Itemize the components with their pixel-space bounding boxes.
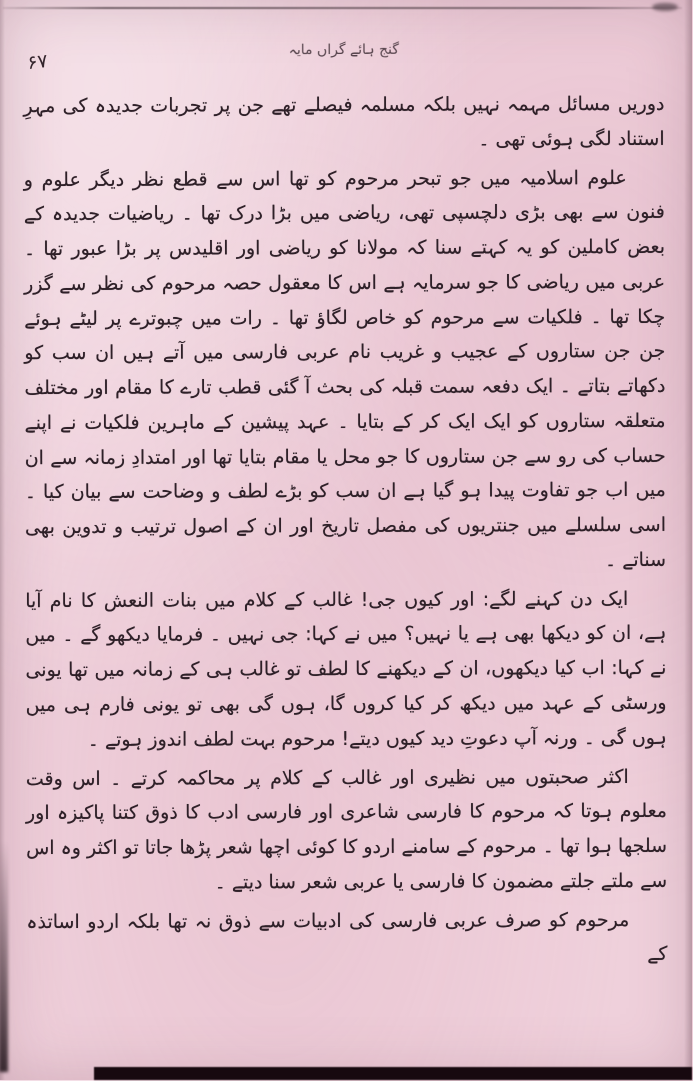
paragraph: مرحوم کو صرف عربی فارسی کی ادبیات سے ذوق نہ تھا بلکہ اردو اساتذہ کے	[27, 908, 669, 966]
paragraph: علوم اسلامیہ میں جو تبحر مرحوم کو تھا اس سے قطع نظر دیگر علوم و فنون سے بھی بڑی دلچسپی تھی، ریاضی میں بڑا درک تھا ۔ ریاضیات جدیدہ کے بعض کاملین کو یہ کہتے سنا کہ مولانا کو ریاضی اور اقلیدس پر بڑا عبور تھا ۔ عربی میں ریاضی کا جو سرمایہ ہے اس کا معقول حصہ مرحوم کی نظر سے گزر چکا تھا ۔ فلکیات سے مرحوم کو خاص لگاؤ تھا ۔ رات میں چبوترے پر لیٹے ہوئے جن جن ستاروں کے عجیب و غریب نام عربی فارسی میں آتے ہیں ان سب کو دکھاتے بتاتے ۔ ایک دفعہ سمت قبلہ کی بحث آ گئی قطب تارے کا مقام اور مختلف متعلقہ ستاروں کو ایک ایک کر کے بتایا ۔ عہد پیشین کے ماہرین فلکیات نے اپنے حساب کی رو سے جن ستاروں کا جو محل یا مقام بتایا تھا اور امتدادِ زمانہ سے ان میں اب جو تفاوت پیدا ہو گیا ہے ان سب کو بڑے لطف و وضاحت سے بیان کیا ۔ اسی سلسلے میں جنتریوں کی مفصل تاریخ اور ان کے اصول ترتیب و تدوین بھی سناتے ۔	[24, 166, 668, 572]
body-text	[24, 87, 668, 974]
page-number: ۶۷	[27, 50, 50, 75]
paragraph: ایک دن کہنے لگے: اور کیوں جی! غالب کے کلام میں بنات النعش کا نام آیا ہے، ان کو دیکھا بھی ہے یا نہیں؟ میں نے کہا: جی نہیں ۔ فرمایا دیکھو گے ۔ میں نے کہا: اب کیا دیکھوں، ان کے دیکھنے کا لطف تو غالب ہی کے زمانہ میں تھا یونی ورسٹی کے عہد میں دیکھ کر کیا کروں گا، ہوں گی بھی تو یونی فارم ہی میں ہوں گی ۔ ورنہ آپ دعوتِ دید کیوں دیتے! مرحوم بہت لطف اندوز ہوتے ۔	[26, 587, 668, 751]
paragraph: اکثر صحبتوں میں نظیری اور غالب کے کلام پر محاکمہ کرتے ۔ اس وقت معلوم ہوتا کہ مرحوم کا فارسی شاعری اور فارسی ادب کا ذوق کتنا پاکیزہ اور سلجھا ہوا تھا ۔ مرحوم کے سامنے اردو کا کوئی اچھا شعر پڑھا جاتا تو اکثر وہ اس سے ملتے جلتے مضمون کا فارسی یا عربی شعر سنا دیتے ۔	[26, 765, 669, 894]
book-header-title: گنج ہائے گراں مایہ	[289, 41, 400, 59]
paragraph: دوریں مسائل مہمہ نہیں بلکہ مسلمہ فیصلے تھے جن پر تجربات جدیدہ کی مہرِ استناد لگی ہوئی تھی ۔	[24, 92, 666, 151]
